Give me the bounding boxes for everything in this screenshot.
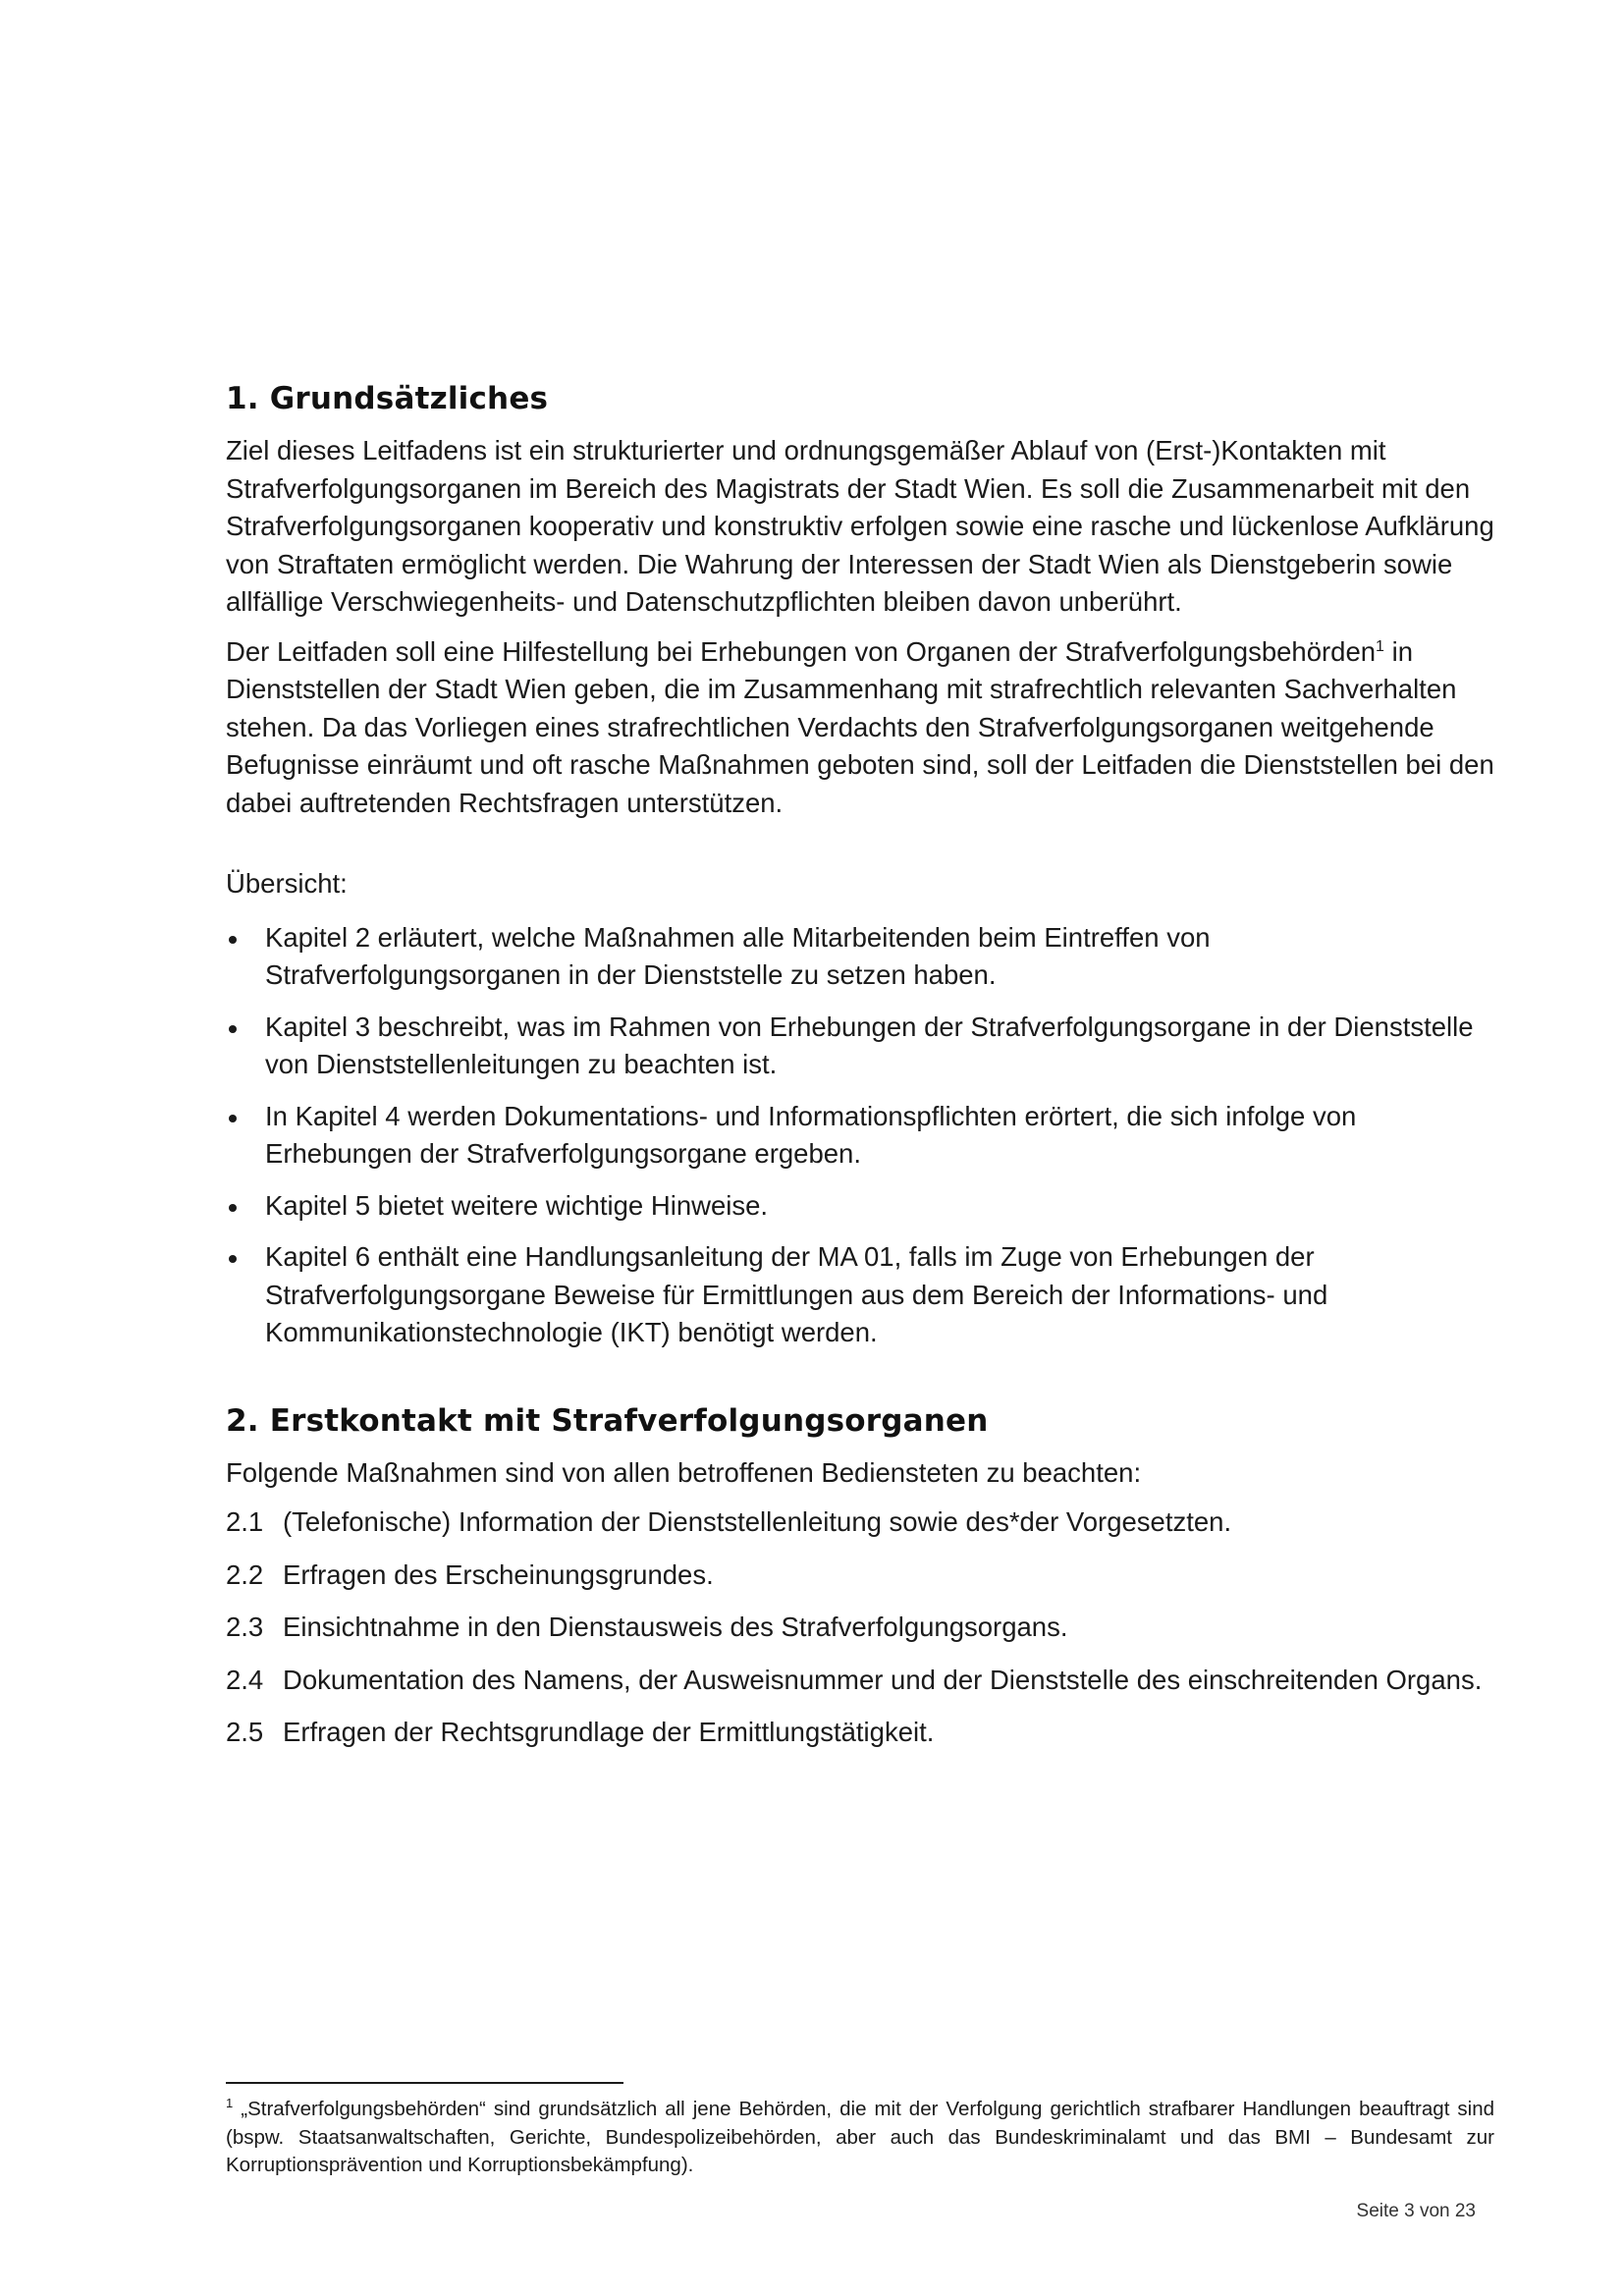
item-number: 2.2 xyxy=(226,1558,264,1590)
section-2-heading: 2. Erstkontakt mit Strafverfolgungsorganen xyxy=(226,1402,989,1439)
overview-label: Übersicht: xyxy=(226,868,348,899)
footnote-text: „Strafverfolgungsbehörden“ sind grundsätzlich all jene Behörden, die mit der Verfolgung gerichtlich strafbarer Handlungen beauftragt sind (bspw. Staatsanwaltschaften, Gerichte, Bundespolizeibehörden, aber auch das Bundeskriminalamt und das BMI – Bundesamt zur Korruptionsprävention und Korruptionsbekämpfung). xyxy=(226,2098,1494,2176)
bullet-icon xyxy=(229,936,237,944)
list-item-text: Kapitel 3 beschreibt, was im Rahmen von Erhebungen der Strafverfolgungsorgane in der Dienststelle von Dienststellenleitungen zu beachten ist. xyxy=(265,1011,1474,1079)
section-2 xyxy=(226,1403,1494,1752)
list-item-text: In Kapitel 4 werden Dokumentations- und Informationspflichten erörtert, die sich infolge von Erhebungen der Strafverfolgungsorgane ergeben. xyxy=(265,1100,1357,1169)
list-item xyxy=(226,1098,1494,1174)
bullet-icon xyxy=(229,1255,237,1263)
footnote-divider xyxy=(226,2082,623,2084)
bullet-icon xyxy=(229,1204,237,1212)
footnote xyxy=(226,2096,1494,2180)
list-item-text: Kapitel 5 bietet weitere wichtige Hinweise. xyxy=(265,1189,769,1221)
item-number: 2.3 xyxy=(226,1612,264,1642)
item-number: 2.1 xyxy=(226,1506,264,1537)
item-number: 2.5 xyxy=(226,1717,264,1747)
section-2-intro: Folgende Maßnahmen sind von allen betroffenen Bediensteten zu beachten: xyxy=(226,1456,1142,1488)
item-text: (Telefonische) Information der Dienststellenleitung sowie des*der Vorgesetzten. xyxy=(283,1506,1232,1537)
numbered-item xyxy=(226,1662,1494,1700)
item-text: Dokumentation des Namens, der Ausweisnummer und der Dienststelle des einschreitenden Organs. xyxy=(283,1664,1483,1695)
page-content xyxy=(226,381,1494,1767)
list-item-text: Kapitel 2 erläutert, welche Maßnahmen alle Mitarbeitenden beim Eintreffen von Strafverfolgungsorganen in der Dienststelle zu setzen haben. xyxy=(265,921,1211,990)
section-1-paragraph-1: Ziel dieses Leitfadens ist ein strukturierter und ordnungsgemäßer Ablauf von (Erst-)Kontakten mit Strafverfolgungsorganen im Bereich des Magistrats der Stadt Wien. Es soll die Zusammenarbeit mit den Strafverfolgungsorganen kooperativ und konstruktiv erfolgen sowie eine rasche und lückenlose Aufklärung von Straftaten ermöglicht werden. Die Wahrung der Interessen der Stadt Wien als Dienstgeberin sowie allfällige Verschwiegenheits- und Datenschutzpflichten bleiben davon unberührt. xyxy=(226,435,1494,617)
item-text: Erfragen der Rechtsgrundlage der Ermittlungstätigkeit. xyxy=(283,1717,935,1747)
section-1-paragraph-2 xyxy=(226,633,1494,823)
footnote-marker: 1 xyxy=(226,2096,234,2111)
list-item-text: Kapitel 6 enthält eine Handlungsanleitung der MA 01, falls im Zuge von Erhebungen der Strafverfolgungsorgane Beweise für Ermittlungen aus dem Bereich der Informations- und Kommunikationstechnologie (IKT) benötigt werden. xyxy=(265,1241,1328,1347)
list-item xyxy=(226,1187,1494,1226)
list-item xyxy=(226,1009,1494,1084)
footnote-reference[interactable]: 1 xyxy=(1376,637,1384,655)
list-item xyxy=(226,919,1494,995)
bullet-icon xyxy=(229,1115,237,1122)
numbered-item xyxy=(226,1503,1494,1542)
numbered-item xyxy=(226,1714,1494,1752)
paragraph-2-text-start: Der Leitfaden soll eine Hilfestellung bei Erhebungen von Organen der Strafverfolgungsbehörden xyxy=(226,635,1377,667)
page-number: Seite 3 von 23 xyxy=(1356,2201,1476,2221)
measures-list xyxy=(226,1503,1494,1752)
list-item xyxy=(226,1238,1494,1352)
section-1-heading: 1. Grundsätzliches xyxy=(226,381,549,416)
item-text: Erfragen des Erscheinungsgrundes. xyxy=(283,1558,714,1590)
overview-list xyxy=(226,919,1494,1352)
paragraph-2-text-end: in Dienststellen der Stadt Wien geben, die im Zusammenhang mit strafrechtlich relevanten Sachverhalten stehen. Da das Vorliegen eines strafrechtlichen Verdachts den Strafverfolgungsorganen weitgehende Befugnisse einräumt und oft rasche Maßnahmen geboten sind, soll der Leitfaden die Dienststellen bei den dabei auftretenden Rechtsfragen unterstützen. xyxy=(226,635,1494,818)
numbered-item xyxy=(226,1557,1494,1595)
numbered-item xyxy=(226,1609,1494,1647)
item-text: Einsichtnahme in den Dienstausweis des Strafverfolgungsorgans. xyxy=(283,1612,1068,1642)
bullet-icon xyxy=(229,1025,237,1033)
item-number: 2.4 xyxy=(226,1664,264,1695)
